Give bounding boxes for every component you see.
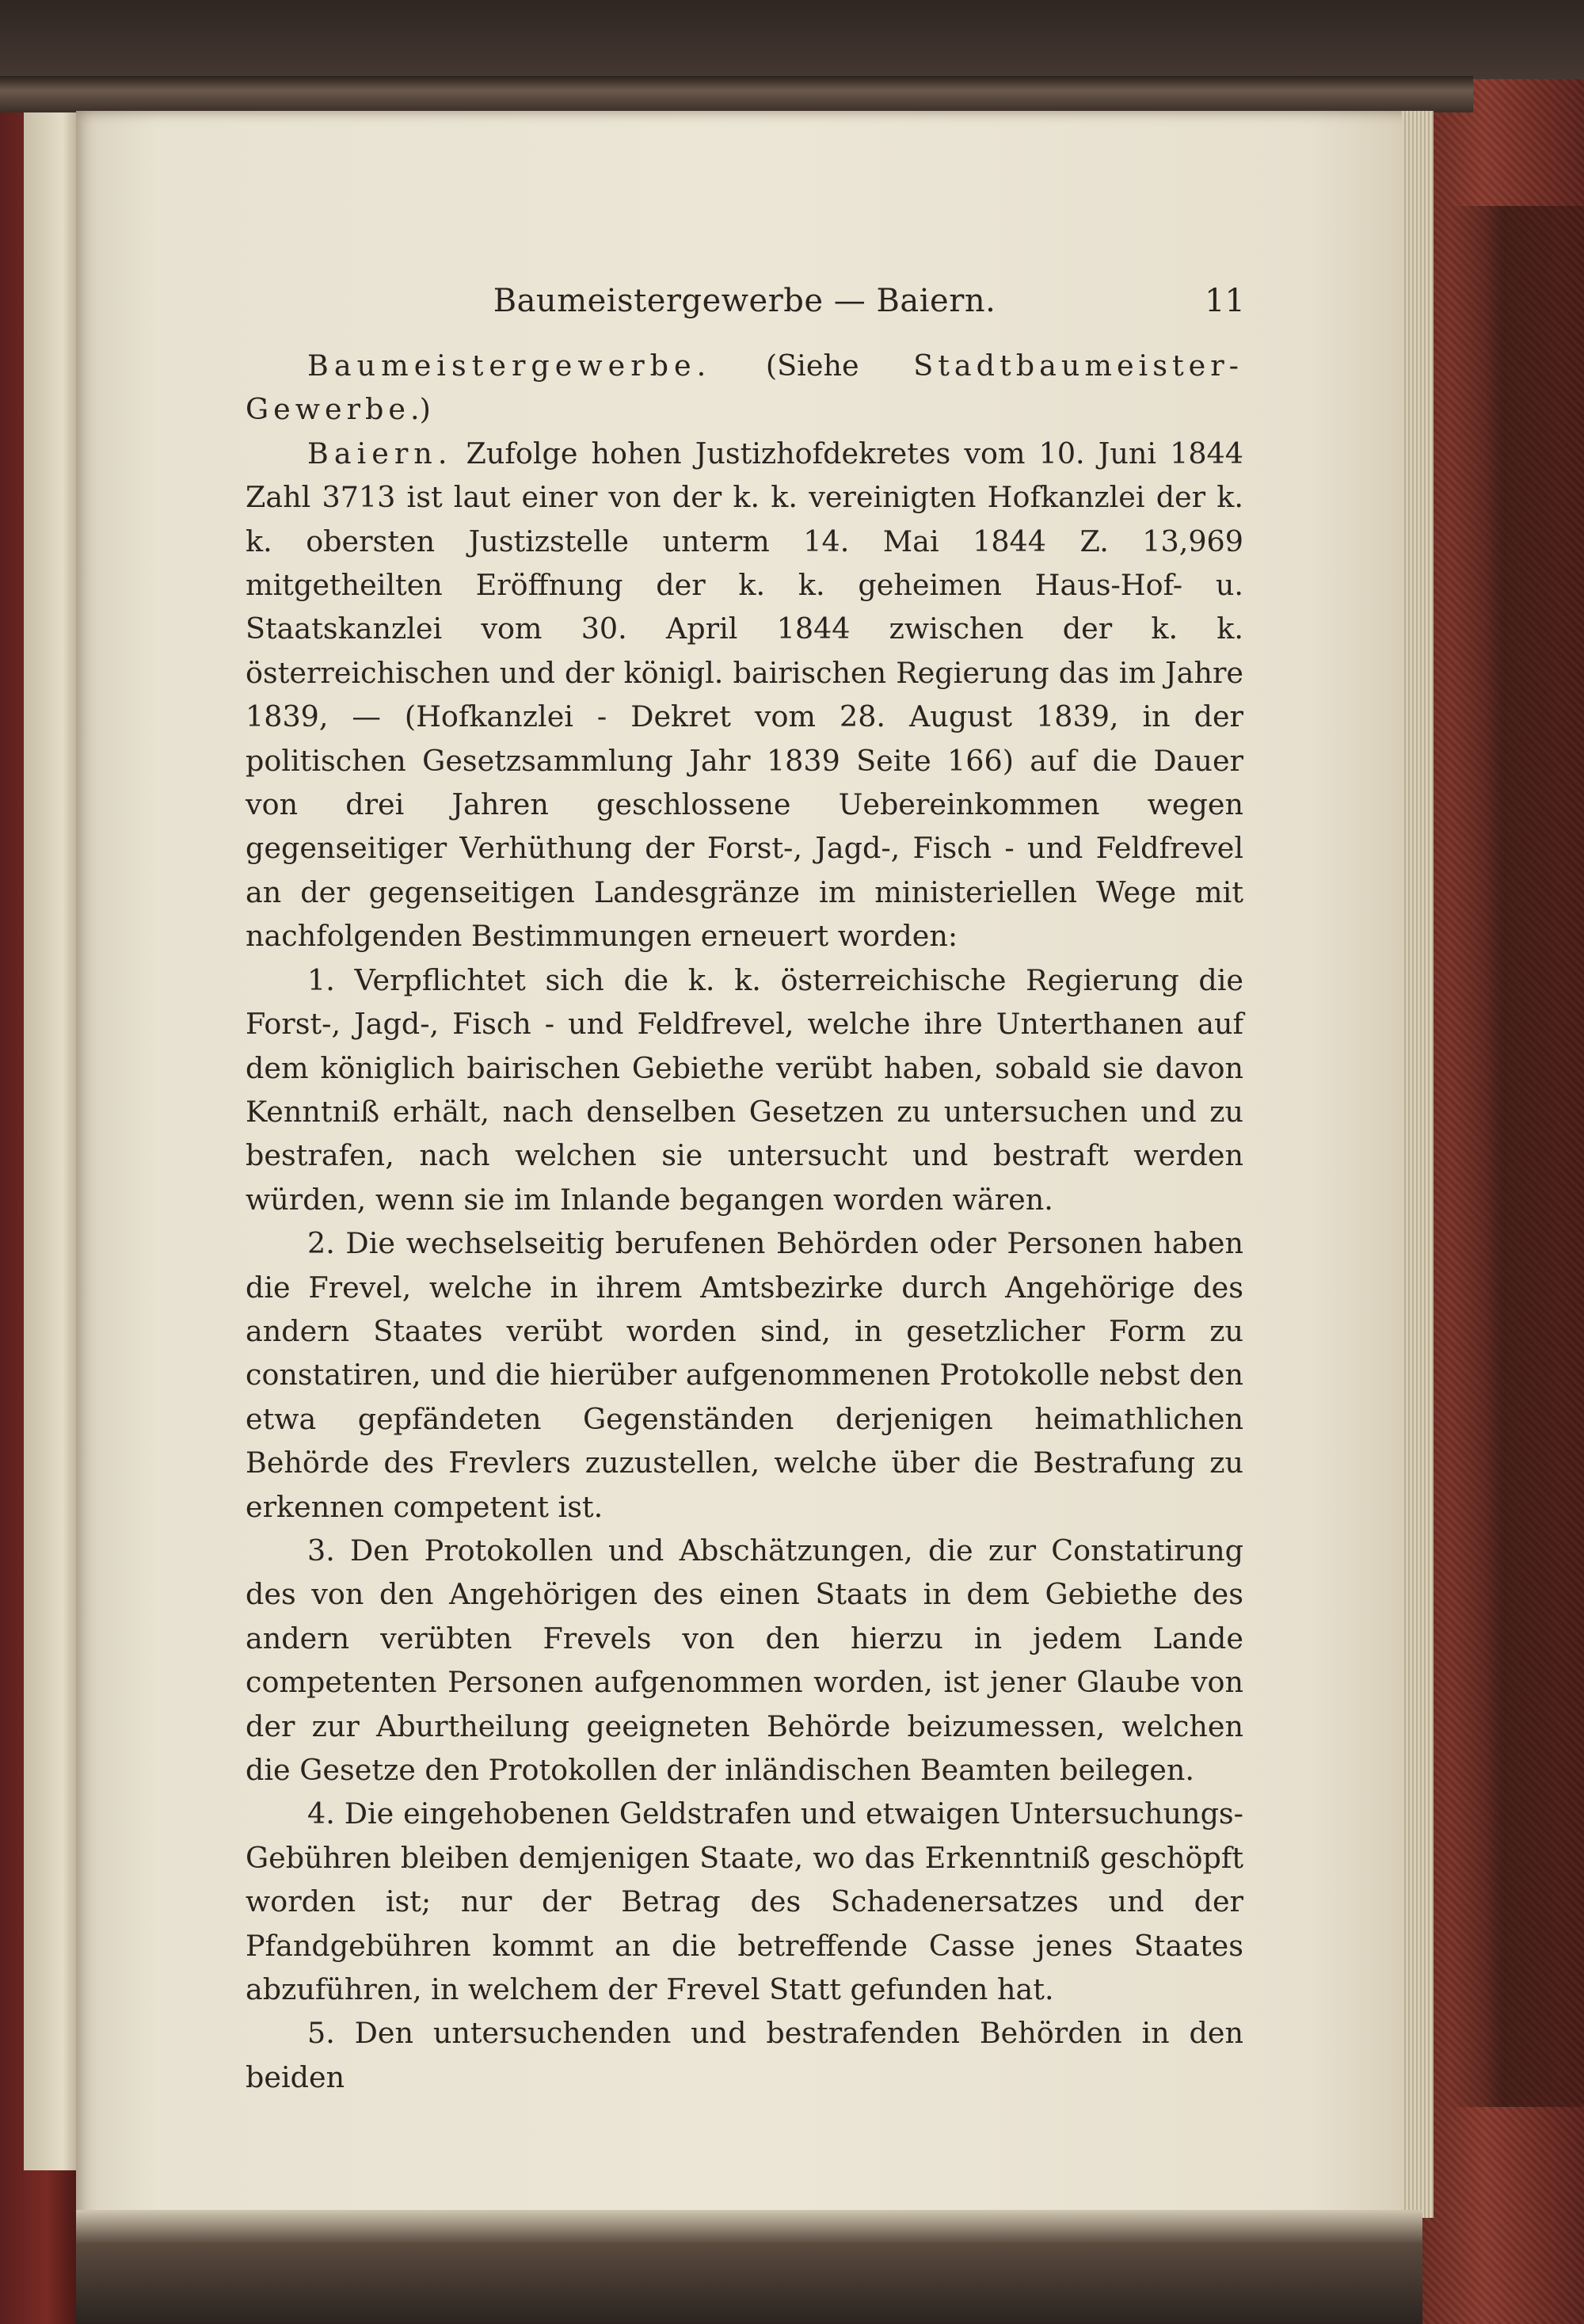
entry-baumeistergewerbe xyxy=(246,344,1243,432)
list-item: 4. Die eingehobenen Geldstrafen und etwaigen Untersuchungs-Gebühren bleiben demjenigen Staate, wo das Erkenntniß geschöpft worden ist; nur der Betrag des Schadenersatzes und der Pfandgebühren kommt an die betreffende Casse jenes Staates abzuführen, in welchem der Frevel Statt gefunden hat. xyxy=(246,1796,1243,2007)
page-body xyxy=(246,344,1243,2099)
spine-band xyxy=(0,76,1473,112)
entry-headword: Baiern. xyxy=(307,436,453,471)
entry-baiern xyxy=(246,432,1243,958)
cross-reference-term: Stadtbaumeister-Gewerbe xyxy=(246,349,1243,427)
list-item: 5. Den untersuchenden und bestrafenden Behörden in den beiden xyxy=(246,2016,1243,2094)
page-stack-edge xyxy=(1402,111,1434,2218)
header-title: Baumeistergewerbe — Baiern. xyxy=(493,283,996,319)
cover-wear xyxy=(1449,206,1584,2107)
cross-reference-open: (Siehe xyxy=(711,349,914,383)
list-item: 3. Den Protokollen und Abschätzungen, die zur Constatirung des von den Angehörigen des einen Staats in dem Gebiethe des andern verübten Frevels von den hierzu in jedem Lande competenten Personen aufgenommen worden, ist jener Glaube von der zur Aburtheilung geeigneten Behörde beizumessen, welchen die Gesetze den Protokollen der inländischen Beamten beilegen. xyxy=(246,1533,1243,1787)
left-page-edge xyxy=(24,111,82,2170)
bottom-shadow xyxy=(76,2210,1422,2324)
page-text xyxy=(246,277,1243,2099)
entry-headword: Baumeistergewerbe. xyxy=(307,349,712,383)
list-item: 1. Verpflichtet sich die k. k. österreichische Regierung die Forst-, Jagd-, Fisch - und Feldfrevel, welche ihre Unterthanen auf dem königlich bairischen Gebiethe verübt haben, sobald sie davon Kenntniß erhält, nach denselben Gesetzen zu untersuchen und zu bestrafen, nach welchen sie untersucht und bestraft werden würden, wenn sie im Inlande begangen worden wären. xyxy=(246,962,1243,1217)
entry-intro: Zufolge hohen Justizhofdekretes vom 10. Juni 1844 Zahl 3713 ist laut einer von der k. k. vereinigten Hofkanzlei der k. k. obersten Justizstelle unterm 14. Mai 1844 Z. 13,969 mitgetheilten Eröffnung der k. k. geheimen Haus-Hof- u. Staatskanzlei vom 30. April 1844 zwischen der k. k. österreichischen und der königl. bairischen Regierung das im Jahre 1839, — (Hofkanzlei - Dekret vom 28. August 1839, in der politischen Gesetzsammlung Jahr 1839 Seite 166) auf die Dauer von drei Jahren geschlossene Uebereinkommen wegen gegenseitiger Verhüthung der Forst-, Jagd-, Fisch - und Feldfrevel an der gegenseitigen Landesgränze im ministeriellen Wege mit nachfolgenden Bestimmungen erneuert worden: xyxy=(246,436,1243,954)
cross-reference-close: .) xyxy=(410,392,431,427)
page-number: 11 xyxy=(1205,283,1245,319)
list-item: 2. Die wechselseitig berufenen Behörden oder Personen haben die Frevel, welche in ihrem Amtsbezirke durch Angehörige des andern Staates verübt worden sind, in gesetzlicher Form zu constatiren, und die hierüber aufgenommenen Protokolle nebst den etwa gepfändeten Gegenständen derjenigen heimathlichen Behörde des Frevlers zuzustellen, welche über die Bestrafung zu erkennen competent ist. xyxy=(246,1226,1243,1524)
running-header xyxy=(246,277,1243,325)
